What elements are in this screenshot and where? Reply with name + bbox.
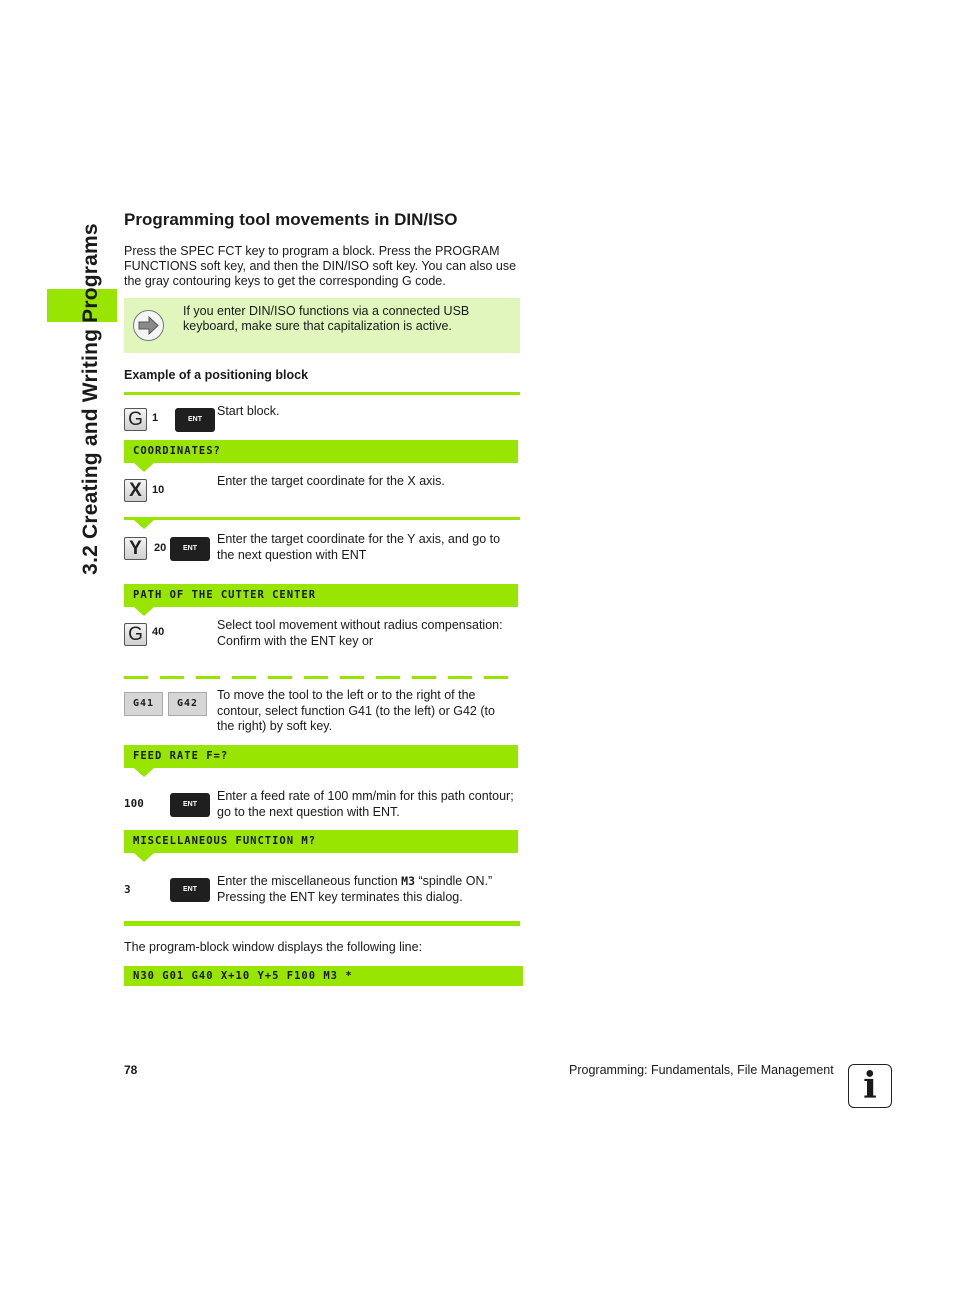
prompt-pointer (134, 520, 154, 529)
dash-separator (484, 676, 508, 679)
info-icon: i (848, 1064, 892, 1108)
dialog-prompt-bar (124, 830, 518, 853)
step-value: 10 (152, 484, 165, 496)
step-description (217, 688, 519, 735)
dash-separator (160, 676, 184, 679)
ent-key: ENT (170, 537, 210, 561)
dialog-prompt-bar (124, 584, 518, 607)
footer-chapter: Programming: Fundamentals, File Management (569, 1063, 834, 1077)
description-line: Enter the target coordinate for the Y axis, and go to (217, 532, 501, 546)
dash-separator (232, 676, 256, 679)
m3-code: M3 (401, 874, 415, 888)
intro-line: Press the SPEC FCT key to program a block. Press the PROGRAM (124, 244, 500, 258)
description-line: Confirm with the ENT key or (217, 633, 374, 648)
example-heading: Example of a positioning block (124, 368, 309, 382)
step-description (217, 618, 519, 649)
dash-separator (448, 676, 472, 679)
dash-separator (340, 676, 364, 679)
description-line: the right) by soft key. (217, 719, 333, 733)
description-line: Select tool movement without radius compensation: (217, 618, 503, 632)
y-key: Y (124, 537, 147, 560)
description-line: Pressing the ENT key terminates this dialog. (217, 889, 463, 904)
step-description (217, 789, 519, 820)
g-key: G (124, 623, 147, 646)
section-heading: Programming tool movements in DIN/ISO (124, 210, 458, 229)
ent-key: ENT (170, 878, 210, 902)
step-description (217, 874, 519, 905)
dialog-prompt-bar (124, 440, 518, 463)
program-block-text: N30 G01 G40 X+10 Y+5 F100 M3 * (133, 970, 353, 982)
x-key: X (124, 479, 147, 502)
dash-separator (304, 676, 328, 679)
description-text: Enter the miscellaneous function (217, 874, 402, 888)
dash-separator (412, 676, 436, 679)
dash-separator (376, 676, 400, 679)
description-line: To move the tool to the left or to the right of the (217, 688, 476, 702)
page-number: 78 (124, 1063, 138, 1077)
ent-key: ENT (175, 408, 215, 432)
prompt-pointer (134, 607, 154, 616)
step-value: 40 (152, 626, 165, 638)
intro-line: the gray contouring keys to get the corresponding G code. (124, 274, 446, 288)
arrow-right-icon (133, 310, 164, 341)
description-line: the next question with ENT (217, 547, 367, 562)
step-description (217, 532, 519, 563)
note-line: If you enter DIN/ISO functions via a connected USB (183, 304, 470, 318)
step-value: 1 (152, 412, 159, 424)
step-value: 20 (154, 542, 167, 554)
step-value: 100 (124, 797, 144, 810)
g-key: G (124, 408, 147, 431)
dialog-prompt-text: MISCELLANEOUS FUNCTION M? (133, 835, 317, 847)
g42-softkey: G42 (168, 692, 207, 716)
step-value: 3 (124, 883, 131, 896)
dash-separator (124, 676, 148, 679)
program-block-line (124, 966, 523, 986)
section-rule (124, 392, 520, 395)
note-line: keyboard, make sure that capitalization is active. (183, 319, 452, 333)
g41-softkey: G41 (124, 692, 163, 716)
sidebar-chapter-title-text: 3.2 Creating and Writing Programs (79, 223, 102, 575)
dialog-prompt-bar (124, 745, 518, 768)
step-description: Enter the target coordinate for the X axis. (217, 474, 445, 488)
description-line: Enter a feed rate of 100 mm/min for this path contour; (217, 789, 514, 803)
dialog-prompt-text: COORDINATES? (133, 445, 221, 457)
dialog-prompt-text: FEED RATE F=? (133, 750, 229, 762)
intro-line: FUNCTIONS soft key, and then the DIN/ISO soft key. You can also use (124, 259, 517, 273)
dash-separator (196, 676, 220, 679)
description-line: go to the next question with ENT. (217, 804, 400, 819)
dash-separator (268, 676, 292, 679)
step-rule (124, 517, 520, 520)
description-text: “spindle ON.” (415, 874, 493, 888)
description-line: contour, select function G41 (to the left) or G42 (to (217, 703, 495, 718)
note-text (183, 304, 503, 334)
result-text: The program-block window displays the following line: (124, 940, 423, 954)
intro-paragraph (124, 244, 524, 289)
ent-key: ENT (170, 793, 210, 817)
description-line (217, 874, 519, 890)
step-description: Start block. (217, 404, 280, 418)
end-rule (124, 921, 520, 926)
prompt-pointer (134, 463, 154, 472)
prompt-pointer (134, 768, 154, 777)
dialog-prompt-text: PATH OF THE CUTTER CENTER (133, 589, 317, 601)
prompt-pointer (134, 853, 154, 862)
